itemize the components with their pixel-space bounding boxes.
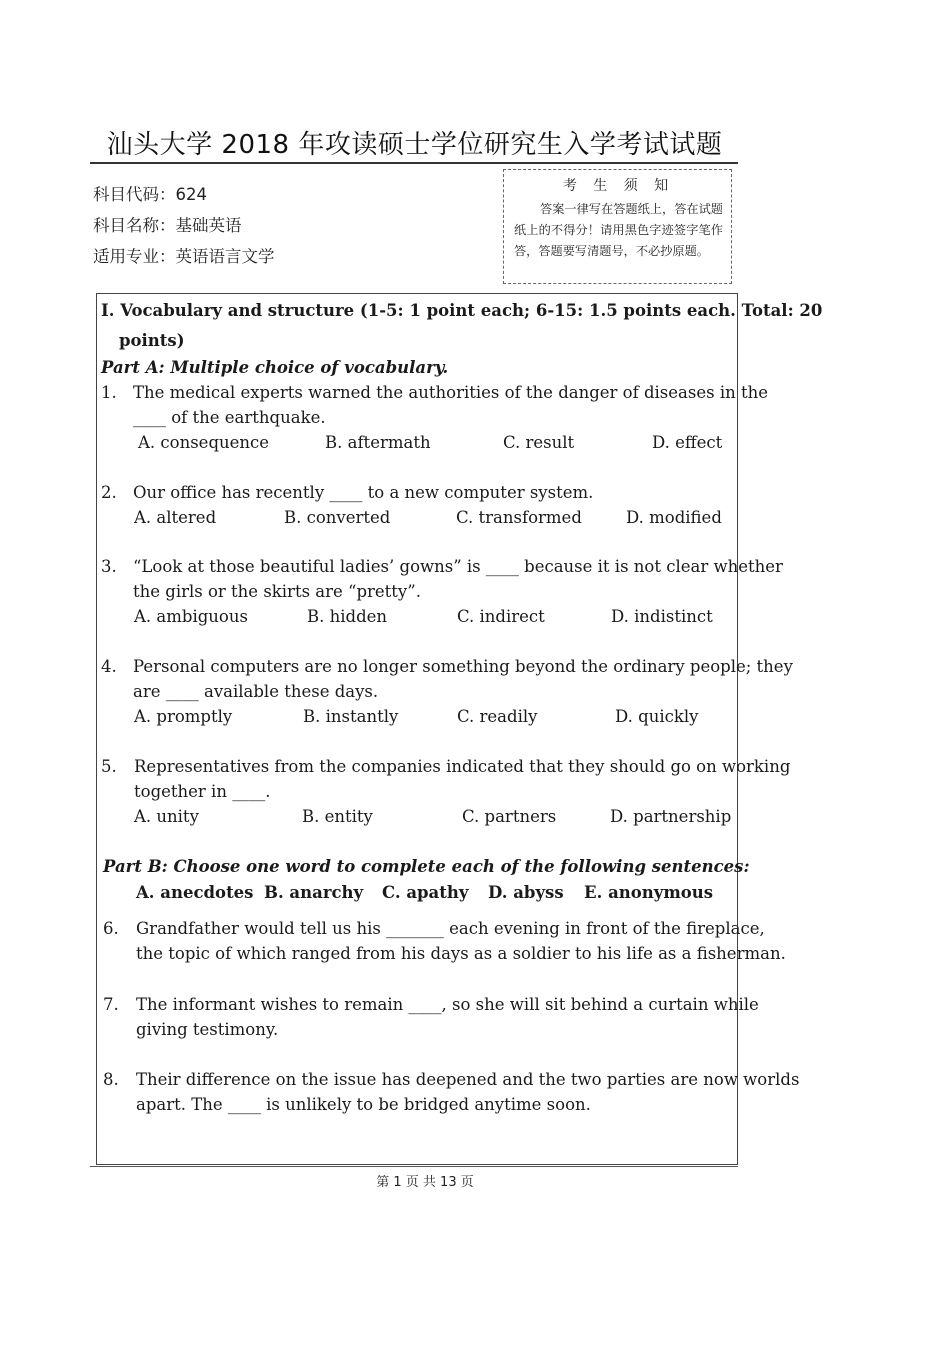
question-text: The medical experts warned the authorities of the danger of diseases in the (133, 383, 768, 402)
option-b: B. hidden (307, 607, 388, 626)
option-d: D. partnership (610, 807, 732, 826)
notice-body: 答案一律写在答题纸上，答在试题纸上的不得分！请用黑色字迹签字笔作答，答题要写清题号，不必抄原题。 (514, 202, 723, 258)
question-text: Our office has recently ____ to a new computer system. (133, 483, 594, 502)
option-c: C. indirect (457, 607, 545, 626)
question-text: giving testimony. (136, 1020, 279, 1039)
word-option-c: C. apathy (382, 883, 469, 902)
part-b-heading: Part B: Choose one word to complete each of the following sentences: (103, 857, 750, 876)
word-option-d: D. abyss (488, 883, 564, 902)
option-b: B. converted (284, 508, 391, 527)
word-option-b: B. anarchy (264, 883, 364, 902)
question-number: 7. (103, 995, 119, 1014)
page-number: 第 1 页 共 13 页 (376, 1175, 474, 1190)
option-c: C. partners (462, 807, 557, 826)
question-number: 8. (103, 1070, 119, 1089)
question-number: 1. (101, 383, 117, 402)
question-text: “Look at those beautiful ladies’ gowns” is ____ because it is not clear whether (133, 557, 783, 576)
option-c: C. transformed (456, 508, 582, 527)
question-text: Personal computers are no longer something beyond the ordinary people; they (133, 657, 793, 676)
applicable-major: 适用专业：英语语言文学 (93, 247, 275, 266)
option-c: C. result (503, 433, 575, 452)
option-d: D. quickly (615, 707, 699, 726)
word-option-e: E. anonymous (584, 883, 714, 902)
exam-title: 汕头大学 2018 年攻读硕士学位研究生入学考试试题 (106, 130, 723, 160)
word-option-a: A. anecdotes (136, 883, 254, 902)
option-d: D. effect (652, 433, 723, 452)
question-number: 4. (101, 657, 117, 676)
option-a: A. unity (134, 807, 199, 826)
section-heading: I. Vocabulary and structure (1-5: 1 point each; 6-15: 1.5 points each. Total: 20 (101, 301, 823, 320)
option-b: B. entity (302, 807, 373, 826)
question-number: 6. (103, 919, 119, 938)
question-text: The informant wishes to remain ____, so she will sit behind a curtain while (136, 995, 759, 1014)
question-text: the topic of which ranged from his days as a soldier to his life as a fisherman. (136, 944, 786, 963)
option-a: A. promptly (134, 707, 233, 726)
subject-code: 科目代码：624 (93, 185, 207, 204)
title-divider (90, 162, 738, 164)
question-text: apart. The ____ is unlikely to be bridged anytime soon. (136, 1095, 591, 1114)
subject-name: 科目名称：基础英语 (93, 216, 242, 235)
question-text: ____ of the earthquake. (133, 408, 326, 427)
option-a: A. altered (134, 508, 217, 527)
question-text: Representatives from the companies indicated that they should go on working (134, 757, 791, 776)
question-number: 3. (101, 557, 117, 576)
question-text: are ____ available these days. (133, 682, 379, 701)
candidate-notice-box (503, 169, 732, 284)
section-heading-cont: points) (119, 331, 185, 350)
option-a: A. consequence (138, 433, 270, 452)
footer-divider (90, 1166, 738, 1167)
option-d: D. indistinct (611, 607, 713, 626)
option-b: B. aftermath (325, 433, 431, 452)
question-number: 5. (101, 757, 117, 776)
part-a-heading: Part A: Multiple choice of vocabulary. (101, 358, 449, 377)
question-text: Their difference on the issue has deepened and the two parties are now worlds (136, 1070, 800, 1089)
option-a: A. ambiguous (134, 607, 248, 626)
question-text: Grandfather would tell us his _______ each evening in front of the fireplace, (136, 919, 765, 938)
option-c: C. readily (457, 707, 538, 726)
option-b: B. instantly (303, 707, 399, 726)
question-text: together in ____. (134, 782, 271, 801)
question-text: the girls or the skirts are “pretty”. (133, 582, 421, 601)
notice-title: 考 生 须 知 (562, 178, 675, 194)
question-number: 2. (101, 483, 117, 502)
option-d: D. modified (626, 508, 722, 527)
